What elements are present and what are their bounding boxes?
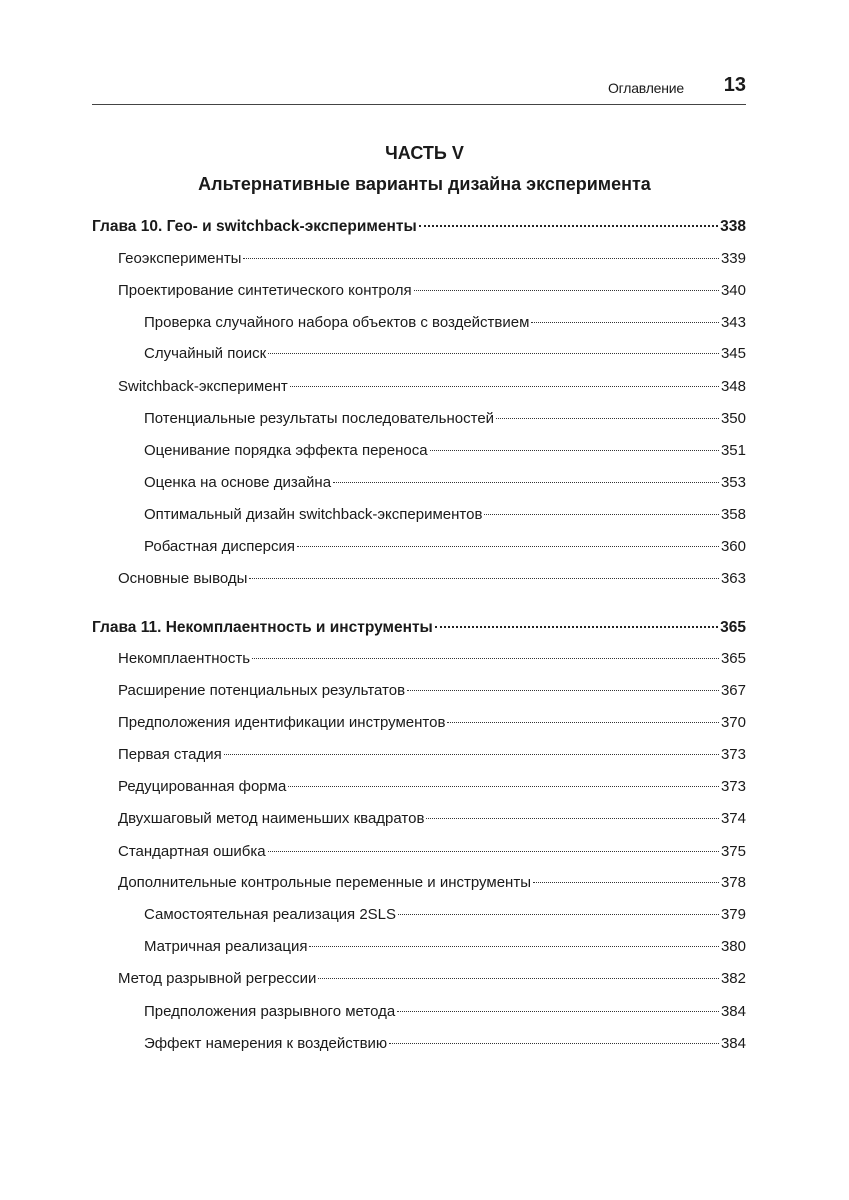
toc-leader xyxy=(224,754,719,755)
toc-leader xyxy=(288,786,719,787)
toc-page: 363 xyxy=(720,570,746,587)
toc-leader xyxy=(419,225,718,227)
toc-page: 340 xyxy=(720,282,746,299)
toc-label: Глава 10. Гео- и switchback-эксперименты xyxy=(92,218,417,235)
toc-entry[interactable] xyxy=(144,345,746,367)
toc-entry[interactable] xyxy=(144,442,746,464)
toc-label: Матричная реализация xyxy=(144,938,308,955)
toc-leader xyxy=(243,258,719,259)
toc-label: Потенциальные результаты последовательностей xyxy=(144,410,495,427)
toc-page: 379 xyxy=(720,906,746,923)
toc-label: Проверка случайного набора объектов с воздействием xyxy=(144,314,530,331)
toc-entry[interactable] xyxy=(118,650,746,672)
page-number: 13 xyxy=(723,74,746,96)
toc-label: Стандартная ошибка xyxy=(118,843,266,860)
toc-label: Глава 11. Некомплаентность и инструменты xyxy=(92,619,433,636)
toc-page: 375 xyxy=(720,843,746,860)
toc-entry[interactable] xyxy=(118,778,746,800)
toc-label: Первая стадия xyxy=(118,746,222,763)
toc-leader xyxy=(290,386,719,387)
toc-leader xyxy=(496,418,719,419)
toc-page: 367 xyxy=(720,682,746,699)
toc-leader xyxy=(397,1011,719,1012)
toc-page: 358 xyxy=(720,506,746,523)
toc-label: Оптимальный дизайн switchback-экспериментов xyxy=(144,506,483,523)
toc-label: Расширение потенциальных результатов xyxy=(118,682,406,699)
toc-page: 382 xyxy=(720,970,746,987)
part-subtitle: Альтернативные варианты дизайна эксперимента xyxy=(198,174,651,194)
toc-page: 339 xyxy=(720,250,746,267)
toc-leader xyxy=(249,578,719,579)
toc-entry[interactable] xyxy=(144,538,746,560)
toc-page: 384 xyxy=(720,1035,746,1052)
toc-entry[interactable] xyxy=(144,906,746,928)
toc-label: Геоэксперименты xyxy=(118,250,242,267)
toc-entry[interactable] xyxy=(118,843,746,865)
running-header xyxy=(92,72,746,105)
toc-entry[interactable] xyxy=(144,314,746,336)
toc-leader xyxy=(414,290,719,291)
toc-page: 360 xyxy=(720,538,746,555)
toc-page: 380 xyxy=(720,938,746,955)
toc-leader xyxy=(531,322,719,323)
toc-label: Редуцированная форма xyxy=(118,778,287,795)
toc-page: 373 xyxy=(720,746,746,763)
toc-chapter-11[interactable] xyxy=(92,619,746,641)
toc-leader xyxy=(297,546,719,547)
toc-page: 374 xyxy=(720,810,746,827)
toc-entry[interactable] xyxy=(118,874,746,896)
toc-leader xyxy=(447,722,719,723)
toc-leader xyxy=(252,658,719,659)
toc-leader xyxy=(268,851,719,852)
toc-entry[interactable] xyxy=(144,474,746,496)
toc-leader xyxy=(533,882,719,883)
toc-label: Предположения идентификации инструментов xyxy=(118,714,446,731)
toc-entry[interactable] xyxy=(144,938,746,960)
toc-leader xyxy=(484,514,719,515)
toc-entry[interactable] xyxy=(118,810,746,832)
toc-label: Робастная дисперсия xyxy=(144,538,296,555)
toc-entry[interactable] xyxy=(118,682,746,704)
toc-label: Основные выводы xyxy=(118,570,248,587)
toc-label: Switchback-эксперимент xyxy=(118,378,288,395)
toc-label: Самостоятельная реализация 2SLS xyxy=(144,906,397,923)
part-title: ЧАСТЬ V xyxy=(385,143,464,163)
toc-page: 348 xyxy=(720,378,746,395)
toc-leader xyxy=(309,946,718,947)
toc-label: Случайный поиск xyxy=(144,345,267,362)
toc-page: 345 xyxy=(720,345,746,362)
toc-label: Проектирование синтетического контроля xyxy=(118,282,412,299)
running-header-section: Оглавление xyxy=(607,80,684,96)
toc-label: Метод разрывной регрессии xyxy=(118,970,317,987)
toc-entry[interactable] xyxy=(144,506,746,528)
toc-entry[interactable] xyxy=(118,250,746,272)
toc-page: 350 xyxy=(720,410,746,427)
toc-page: 365 xyxy=(720,619,746,636)
toc-entry[interactable] xyxy=(144,1003,746,1025)
toc-leader xyxy=(430,450,719,451)
toc-entry[interactable] xyxy=(118,970,746,992)
toc-entry[interactable] xyxy=(144,1035,746,1057)
toc-entry[interactable] xyxy=(118,378,746,400)
toc-page: 384 xyxy=(720,1003,746,1020)
toc-leader xyxy=(268,353,719,354)
toc-page: 370 xyxy=(720,714,746,731)
toc-page: 343 xyxy=(720,314,746,331)
toc-label: Предположения разрывного метода xyxy=(144,1003,396,1020)
toc-leader xyxy=(318,978,719,979)
toc-leader xyxy=(435,626,718,628)
toc-label: Дополнительные контрольные переменные и инструменты xyxy=(118,874,531,891)
toc-leader xyxy=(333,482,719,483)
toc-entry[interactable] xyxy=(118,714,746,736)
toc-page: 338 xyxy=(720,218,746,235)
toc-page: 351 xyxy=(720,442,746,459)
toc-page: 365 xyxy=(720,650,746,667)
toc-leader xyxy=(426,818,719,819)
toc-label: Оценивание порядка эффекта переноса xyxy=(144,442,428,459)
toc-leader xyxy=(407,690,719,691)
toc-entry[interactable] xyxy=(144,410,746,432)
toc-page: 373 xyxy=(720,778,746,795)
toc-entry[interactable] xyxy=(118,746,746,768)
toc-label: Двухшаговый метод наименьших квадратов xyxy=(118,810,425,827)
toc-leader xyxy=(389,1043,719,1044)
toc-leader xyxy=(398,914,719,915)
toc-label: Эффект намерения к воздействию xyxy=(144,1035,388,1052)
toc-chapter-10[interactable] xyxy=(92,218,746,240)
toc-entry[interactable] xyxy=(118,570,746,592)
toc-label: Некомплаентность xyxy=(118,650,251,667)
toc-page: 378 xyxy=(720,874,746,891)
toc-label: Оценка на основе дизайна xyxy=(144,474,332,491)
toc-entry[interactable] xyxy=(118,282,746,304)
toc-page: 353 xyxy=(720,474,746,491)
